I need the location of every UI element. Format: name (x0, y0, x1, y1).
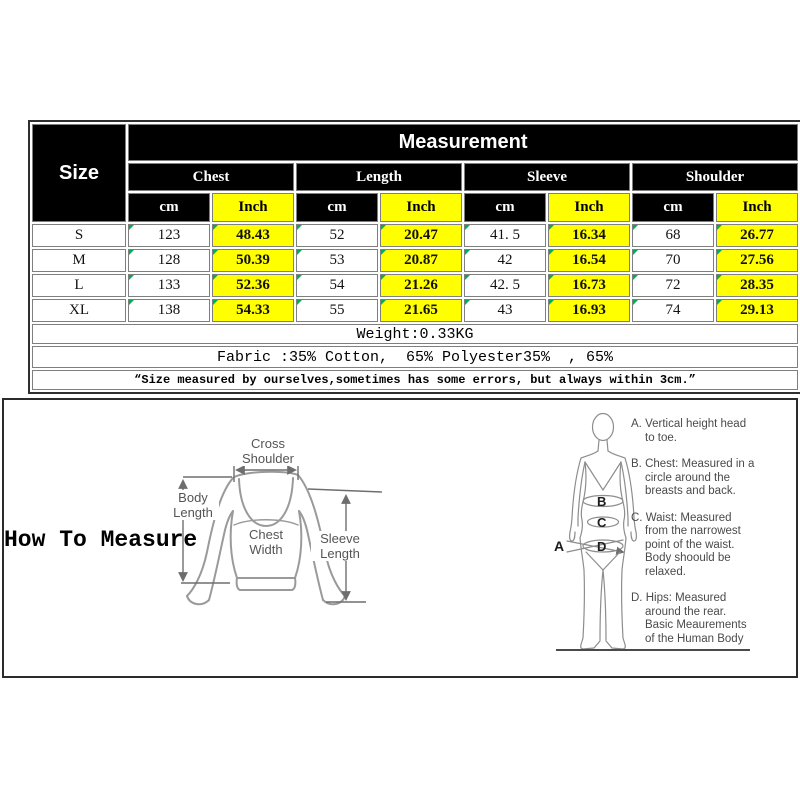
how-to-measure-title: How To Measure (4, 527, 198, 553)
fabric-row: Fabric :35% Cotton, 65% Polyester35% , 65% (32, 346, 798, 368)
figure-letter-d: D (597, 539, 607, 554)
unit-cm-header: cm (296, 193, 378, 222)
table-cell: 68 (632, 224, 714, 247)
table-cell: 28.35 (716, 274, 798, 297)
instruction-a (631, 418, 757, 445)
instruction-c-text: Waist: Measured from the narrowest point of the waist. Body shoould be relaxed. (645, 511, 741, 578)
table-cell: 16.73 (548, 274, 630, 297)
chest-width-label (234, 527, 298, 557)
body-outline (567, 414, 636, 650)
chest-width-label-line2: Width (249, 542, 283, 557)
table-cell: 72 (632, 274, 714, 297)
table-row-xl (32, 299, 798, 322)
instruction-c-label: C. (631, 511, 643, 524)
weight-row: Weight:0.33KG (32, 324, 798, 344)
table-cell: 43 (464, 299, 546, 322)
body-length-label-line2: Length (173, 505, 213, 520)
unit-inch-header: Inch (212, 193, 294, 222)
unit-cm-header: cm (128, 193, 210, 222)
table-cell: 48.43 (212, 224, 294, 247)
table-cell: 50.39 (212, 249, 294, 272)
instruction-b-text: Chest: Measured in a circle around the breasts and back. (645, 458, 755, 497)
table-cell: 26.77 (716, 224, 798, 247)
cross-shoulder-label (226, 436, 310, 466)
table-cell: 21.65 (380, 299, 462, 322)
cross-shoulder-label-line2: Shoulder (241, 451, 295, 466)
sleeve-length-tick-top (308, 489, 382, 492)
table-cell: 54.33 (212, 299, 294, 322)
table-cell: 16.54 (548, 249, 630, 272)
table-cell: 29.13 (716, 299, 798, 322)
table-cell: 54 (296, 274, 378, 297)
unit-inch-header: Inch (716, 193, 798, 222)
description-underline (556, 649, 750, 651)
table-cell: 128 (128, 249, 210, 272)
size-column-header: Size (32, 124, 126, 222)
table-cell: 16.93 (548, 299, 630, 322)
table-row-s (32, 224, 798, 247)
table-cell: 55 (296, 299, 378, 322)
table-row-l (32, 274, 798, 297)
size-cell: S (32, 224, 126, 247)
table-cell: 42. 5 (464, 274, 546, 297)
table-cell: 70 (632, 249, 714, 272)
measure-instructions (631, 418, 757, 659)
size-cell: L (32, 274, 126, 297)
cross-shoulder-label-line1: Cross (251, 436, 285, 451)
instruction-a-label: A. (631, 418, 642, 430)
measurement-table (28, 120, 800, 394)
sleeve-length-label-line1: Sleeve (320, 531, 360, 546)
unit-cm-header: cm (632, 193, 714, 222)
instruction-d-label: D. (631, 592, 643, 604)
unit-cm-header: cm (464, 193, 546, 222)
table-row-m (32, 249, 798, 272)
figure-letter-c: C (597, 515, 607, 530)
instruction-d (631, 592, 757, 646)
body-length-label (167, 490, 219, 520)
size-cell: M (32, 249, 126, 272)
unit-inch-header: Inch (548, 193, 630, 222)
instruction-d-text: Hips: Measured around the rear. Basic Meaurements of the Human Body (645, 592, 747, 645)
measurement-header: Measurement (128, 124, 798, 161)
instruction-b-label: B. (631, 458, 642, 470)
table-cell: 52 (296, 224, 378, 247)
body-length-label-line1: Body (178, 490, 208, 505)
table-cell: 21.26 (380, 274, 462, 297)
sleeve-length-label (311, 531, 369, 561)
size-note-row: “Size measured by ourselves,sometimes has some errors, but always within 3cm.” (32, 370, 798, 390)
table-cell: 41. 5 (464, 224, 546, 247)
table-cell: 138 (128, 299, 210, 322)
table-cell: 42 (464, 249, 546, 272)
chest-width-label-line1: Chest (249, 527, 283, 542)
table-cell: 133 (128, 274, 210, 297)
instruction-c (631, 512, 757, 580)
header-chest: Chest (128, 163, 294, 191)
table-cell: 20.47 (380, 224, 462, 247)
table-cell: 74 (632, 299, 714, 322)
size-cell: XL (32, 299, 126, 322)
header-length: Length (296, 163, 462, 191)
table-cell: 27.56 (716, 249, 798, 272)
figure-letter-b: B (597, 494, 607, 509)
figure-letter-a: A (554, 538, 565, 554)
table-cell: 53 (296, 249, 378, 272)
instruction-a-text: Vertical height head to toe. (645, 418, 747, 444)
header-shoulder: Shoulder (632, 163, 798, 191)
table-cell: 52.36 (212, 274, 294, 297)
sleeve-length-label-line2: Length (320, 546, 360, 561)
table-cell: 16.34 (548, 224, 630, 247)
instruction-b (631, 458, 757, 499)
unit-inch-header: Inch (380, 193, 462, 222)
table-cell: 20.87 (380, 249, 462, 272)
header-sleeve: Sleeve (464, 163, 630, 191)
table-cell: 123 (128, 224, 210, 247)
